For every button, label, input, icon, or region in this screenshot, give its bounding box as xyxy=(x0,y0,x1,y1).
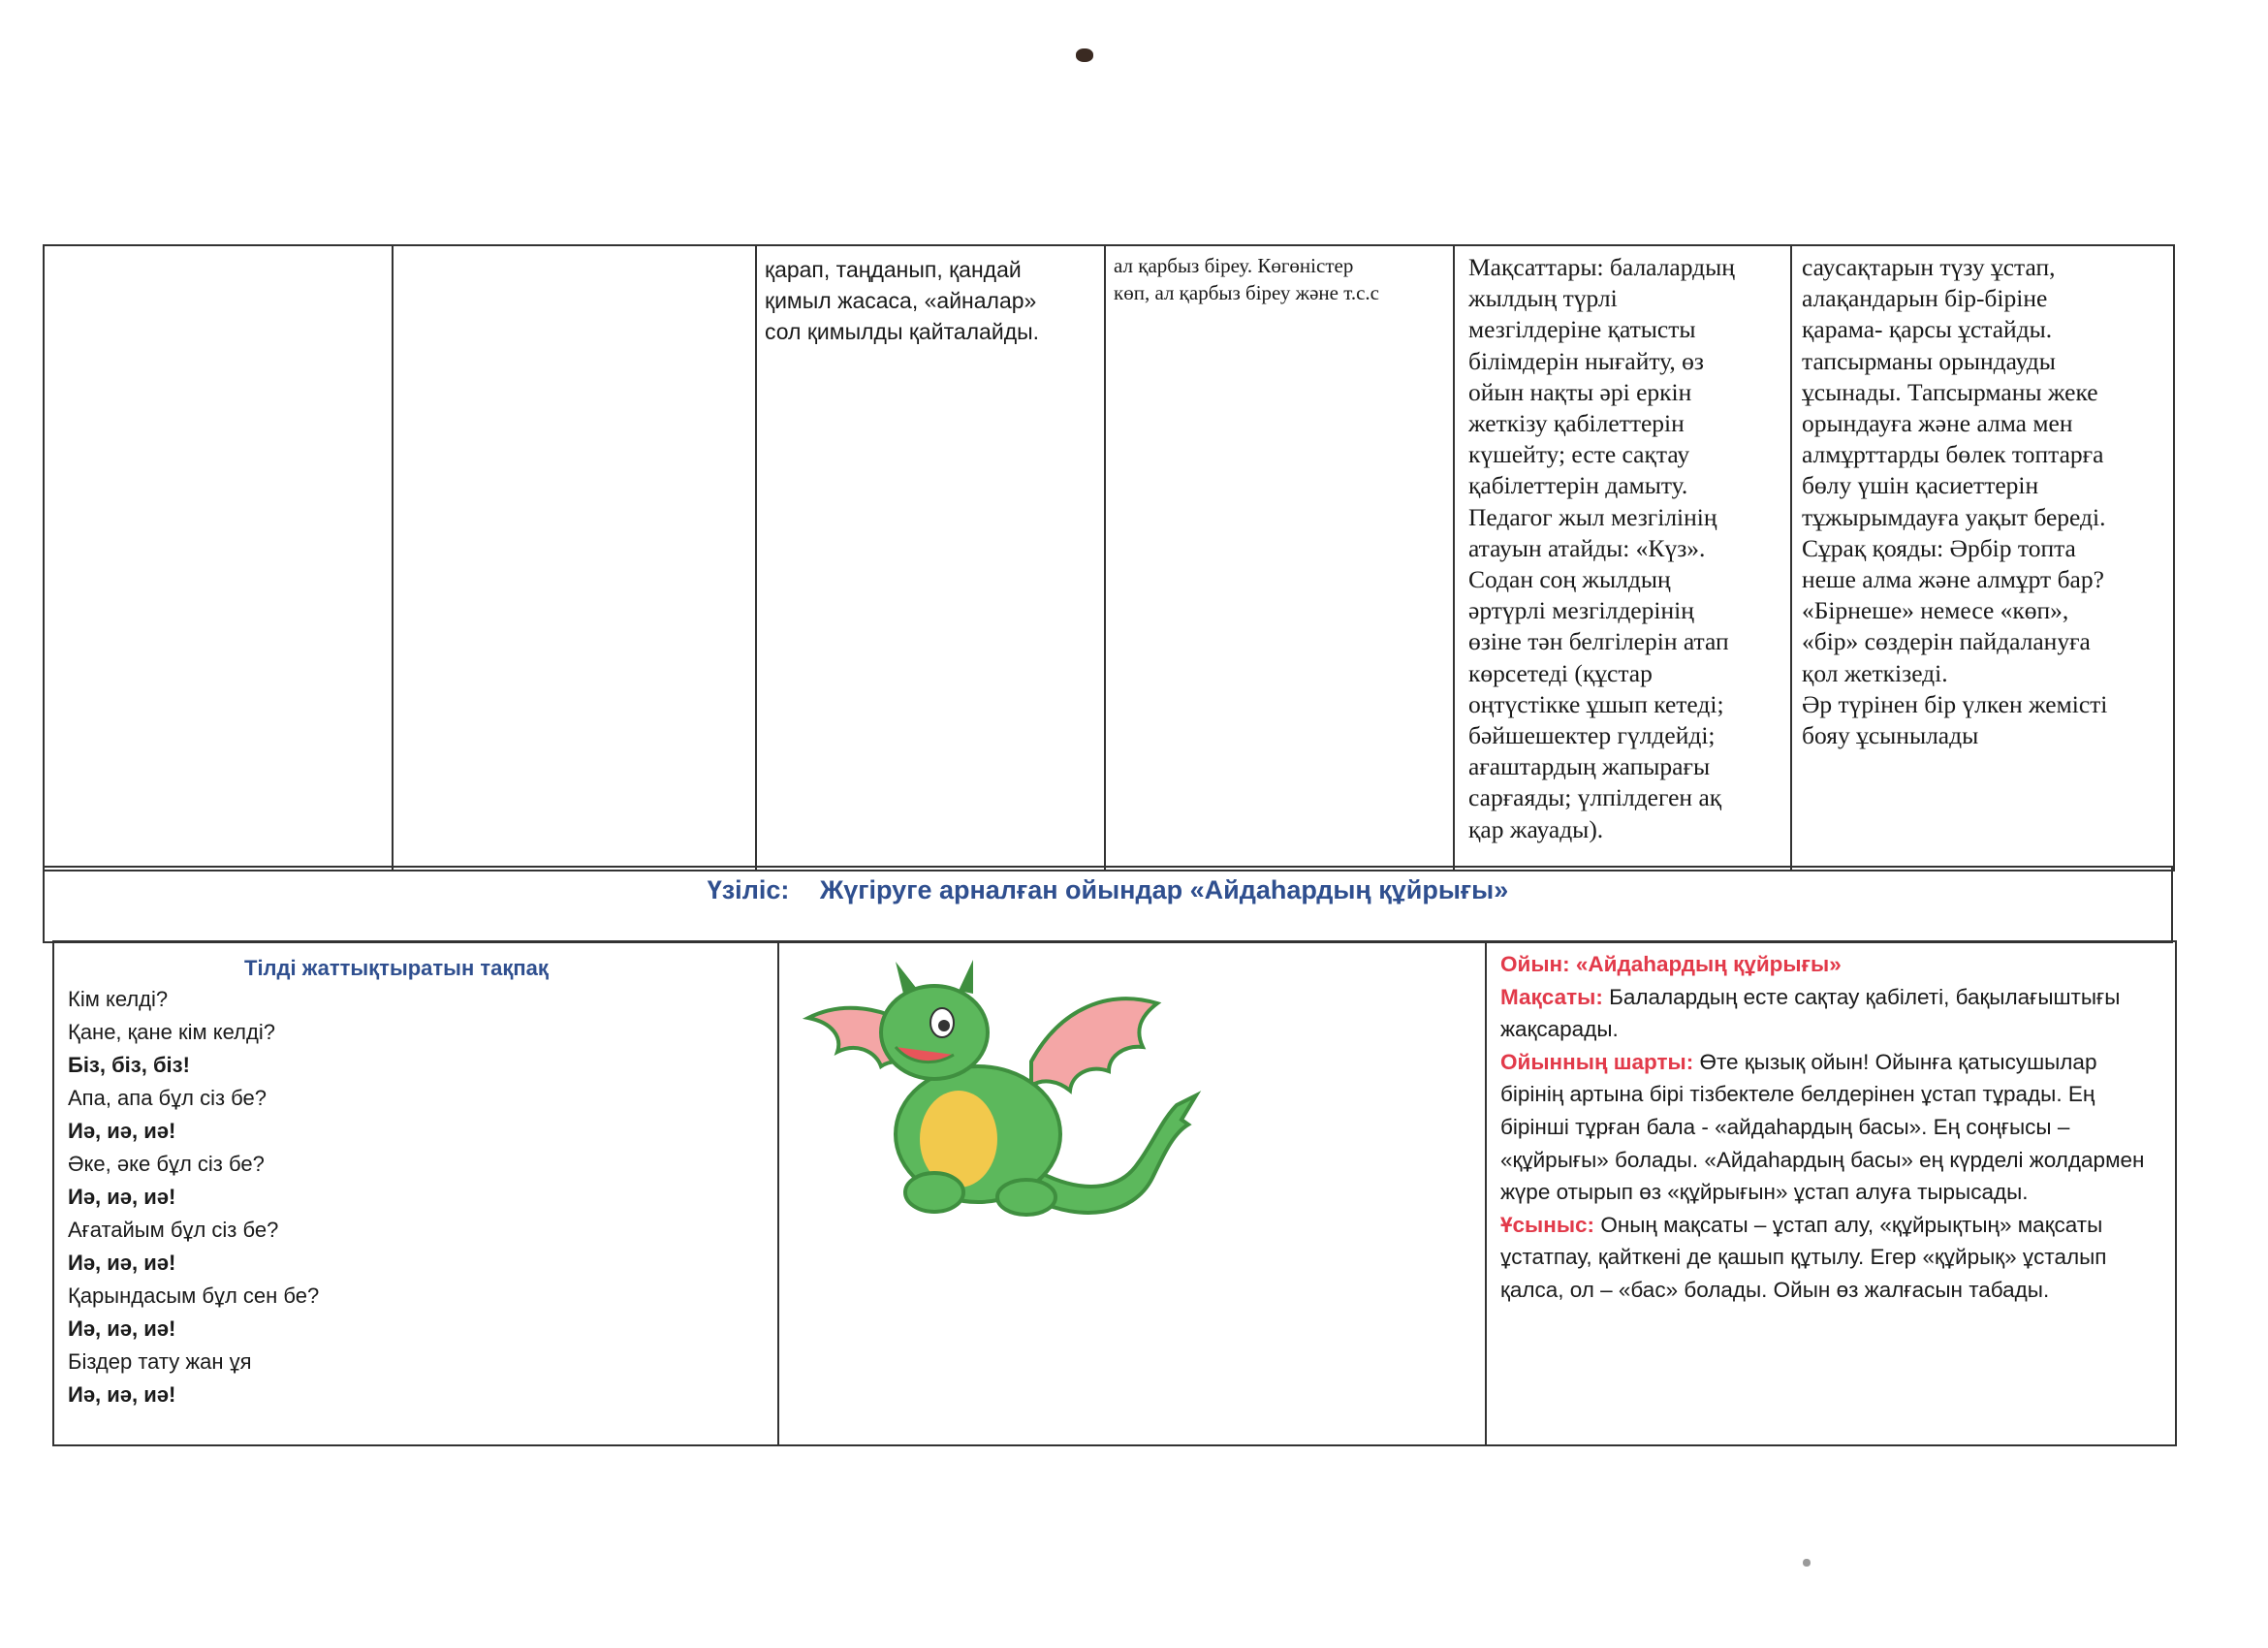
break-row xyxy=(43,866,2173,943)
tongue-twister-line: Иә, иә, иә! xyxy=(68,1316,176,1341)
game-title-label: Ойын: xyxy=(1500,952,1570,976)
cell-col3 xyxy=(756,245,1105,871)
tongue-twister-line: Кім келді? xyxy=(68,987,169,1011)
vegetables-text: ал қарбыз біреу. Көгөністер көп, ал қарбыз біреу және т.с.с xyxy=(1114,254,1379,304)
tongue-twister-line: Біздер тату жан ұя xyxy=(68,1349,252,1374)
lesson-plan-top-row xyxy=(43,244,2175,872)
dragon-leg xyxy=(997,1180,1055,1215)
break-label: Үзіліс: xyxy=(707,875,790,904)
tongue-twister-line: Әке, әке бұл сіз бе? xyxy=(68,1152,265,1176)
dragon-horn xyxy=(959,960,973,994)
fruits-task-text: саусақтарын түзу ұстап, алақандарын бір-біріне қарама- қарсы ұстайды. тапсырманы орындауды ұсынады. Тапсырманы жеке орындауға және алма мен алмұрттарды бөлек топтарға бөлу үшін қасиеттерін тұжырымдауға уақыт береді. Сұрақ қояды: Әрбір топта неше алма және алмұрт бар? «Бірнеше» немесе «көп», «бір» сөздерін пайдалануға қол жеткізеді. Әр түрінен бір үлкен жемісті бояу ұсынылады xyxy=(1802,253,2108,750)
game-rules-label: Ойынның шарты: xyxy=(1500,1049,1694,1074)
game-title-value: «Айдаһардың құйрығы» xyxy=(1575,952,1842,976)
cell-col6 xyxy=(1791,245,2174,871)
cell-col4 xyxy=(1105,245,1454,871)
dragon-horn xyxy=(896,962,917,994)
mirror-game-text: қарап, таңданып, қандай қимыл жасаса, «айналар» сол қимылды қайталайды. xyxy=(765,257,1040,344)
seasons-goal-text: Мақсаттары: балалардың жылдың түрлі мезгілдеріне қатысты білімдерін нығайту, өз ойын нақты әрі еркін жеткізу қабілеттерін күшейту; есте сақтау қабілеттерін дамыту. Педагог жыл мезгілінің атауын атайды: «Күз». Содан соң жылдың әртүрлі мезгілдерінің өзіне тән белгілерін атап көрсетеді (құстар оңтүстікке ұшып кетеді; бәйшешектер гүлдейді; ағаштардың жапырағы сарғаяды; үлпілдеген ақ қар жауады). xyxy=(1468,253,1735,843)
tongue-twister-cell xyxy=(53,941,778,1445)
dragon-tail xyxy=(1036,1095,1196,1213)
game-description-cell xyxy=(1486,941,2176,1445)
game-offer-text: Оның мақсаты – ұстап алу, «құйрықтың» мақсаты ұстатпау, қайткені де қашып құтылу. Егер «құйрық» ұсталып қалса, ол – «бас» болады. Ойын өз жалғасын табады. xyxy=(1500,1212,2107,1302)
break-cell xyxy=(44,867,2172,942)
game-rules-text: Өте қызық ойын! Ойынға қатысушылар бірінің артына бірі тізбектеле белдерінен ұстап тұрады. Ең бірінші тұрған бала - «айдаһардың басы». Ең соңғысы – «құйрығы» болады. «Айдаһардың басы» ең күрделі жолдармен жүре отырып өз «құйрығын» ұстап алуға тырысады. xyxy=(1500,1049,2145,1205)
dragon-right-wing xyxy=(1031,998,1157,1091)
tongue-twister-line: Иә, иә, иә! xyxy=(68,1251,176,1275)
game-description xyxy=(1487,942,2175,1313)
tongue-twister-line: Иә, иә, иә! xyxy=(68,1119,176,1143)
cell-col1 xyxy=(44,245,393,871)
scan-speck xyxy=(1803,1559,1811,1567)
tongue-twister-line: Иә, иә, иә! xyxy=(68,1185,176,1209)
break-game-title: Жүгіруге арналған ойындар «Айдаһардың құйрығы» xyxy=(819,875,1509,904)
tongue-twister-lines xyxy=(54,983,777,1411)
tongue-twister-line: Апа, апа бұл сіз бе? xyxy=(68,1086,268,1110)
break-heading xyxy=(45,868,2171,905)
tongue-twister-title: Тілді жаттықтыратын тақпақ xyxy=(244,956,549,980)
game-goal-label: Мақсаты: xyxy=(1500,984,1603,1009)
tongue-twister-line: Ағатайым бұл сіз бе? xyxy=(68,1218,279,1242)
green-dragon-illustration xyxy=(789,950,1215,1241)
cell-col5 xyxy=(1454,245,1791,871)
dragon-pupil xyxy=(938,1020,950,1031)
lesson-plan-bottom-row xyxy=(52,940,2177,1446)
dragon-leg xyxy=(905,1173,963,1212)
tongue-twister-line: Біз, біз, біз! xyxy=(68,1053,190,1077)
illustration-cell xyxy=(778,941,1486,1445)
cell-col2 xyxy=(393,245,756,871)
scan-speck xyxy=(1076,48,1093,62)
tongue-twister-line: Қане, қане кім келді? xyxy=(68,1020,275,1044)
game-goal-text: Балалардың есте сақтау қабілеті, бақылағыштығы жақсарады. xyxy=(1500,984,2121,1042)
tongue-twister-line: Қарындасым бұл сен бе? xyxy=(68,1284,320,1308)
tongue-twister-line: Иә, иә, иә! xyxy=(68,1382,176,1407)
game-offer-label: Ұсыныс: xyxy=(1500,1212,1595,1237)
